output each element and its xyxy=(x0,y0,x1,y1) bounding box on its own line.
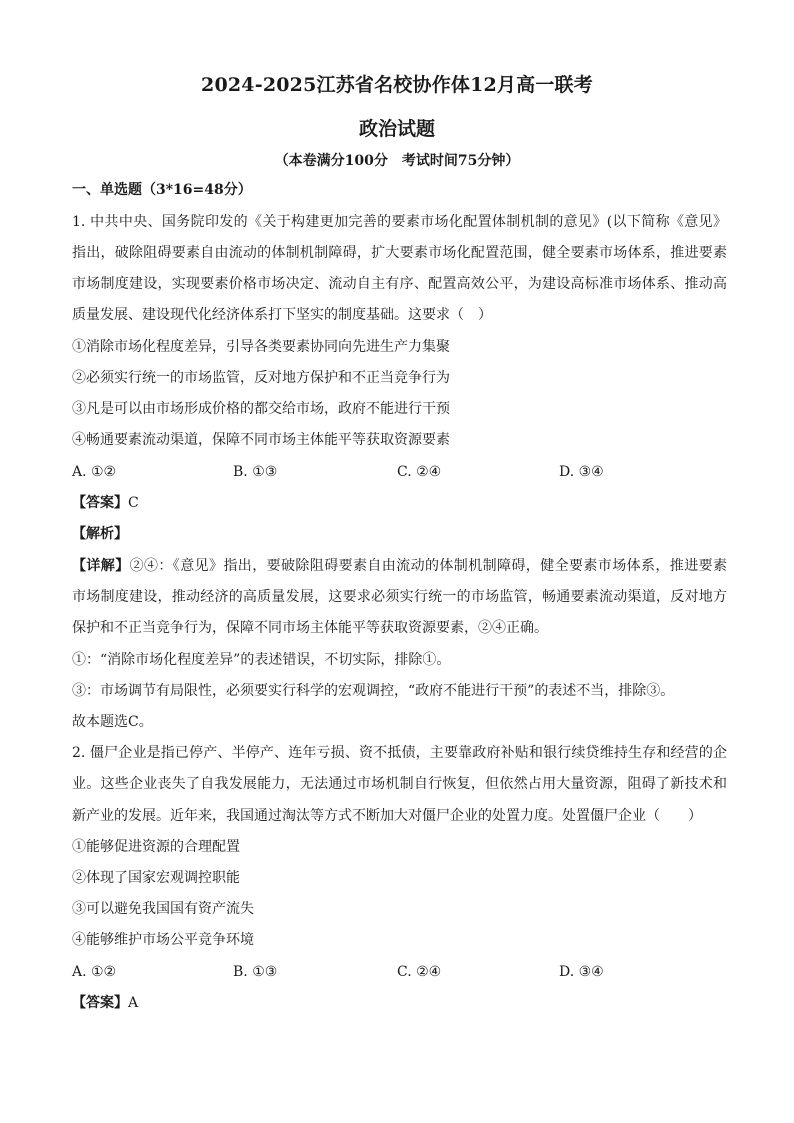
q1-stem-line: 1. 中共中央、国务院印发的《关于构建更加完善的要素市场化配置体制机制的意见》(以下简称《意见》 xyxy=(72,214,727,230)
detail-text: ②④：《意见》指出，要破除阻碍要素自由流动的体制机制障碍，健全要素市场体系，推进要素 xyxy=(129,558,728,574)
exam-info: （本卷满分100分 考试时间75分钟） xyxy=(274,153,520,169)
q2-answer xyxy=(72,993,727,1013)
q2-statement: ②体现了国家宏观调控职能 xyxy=(72,870,240,886)
section-heading: 一、单选题（3*16=48分） xyxy=(72,182,252,198)
q2-option-b: B. ①③ xyxy=(233,964,278,980)
q1-option-d: D. ③④ xyxy=(559,464,604,480)
q1-statement: ④畅通要素流动渠道，保障不同市场主体能平等获取资源要素 xyxy=(72,432,450,448)
q1-conclusion: 故本题选C。 xyxy=(72,714,153,730)
q1-stem-line: 市场制度建设，实现要素价格市场决定、流动自主有序、配置高效公平，为建设高标准市场体系、推动高 xyxy=(72,276,727,292)
q2-statement: ①能够促进资源的合理配置 xyxy=(72,839,240,855)
exam-subject: 政治试题 xyxy=(358,118,435,140)
answer-value: A xyxy=(128,995,139,1011)
analysis-label: 【解析】 xyxy=(72,526,128,542)
q1-stem-line: 指出，破除阻碍要素自由流动的体制机制障碍，扩大要素市场化配置范围，健全要素市场体系，推进要素 xyxy=(72,245,727,261)
q1-answer xyxy=(72,493,727,513)
q1-stem-line: 质量发展、建设现代化经济体系打下坚实的制度基础。这要求（ ） xyxy=(72,307,492,323)
q1-explanation-line: ③：市场调节有局限性，必须要实行科学的宏观调控，“政府不能进行干预”的表述不当，排除③。 xyxy=(72,683,675,699)
q1-statement: ③凡是可以由市场形成价格的都交给市场，政府不能进行干预 xyxy=(72,401,450,417)
q2-stem-line: 新产业的发展。近年来，我国通过淘汰等方式不断加大对僵尸企业的处置力度。处置僵尸企业（ ） xyxy=(72,808,702,824)
q1-option-c: C. ②④ xyxy=(397,464,442,480)
q1-detail-line: 保护和不正当竞争行为，保障不同市场主体能平等获取资源要素，②④正确。 xyxy=(72,620,548,636)
q2-option-c: C. ②④ xyxy=(397,964,442,980)
q1-detail-line: 市场制度建设，推动经济的高质量发展，这要求必须实行统一的市场监管，畅通要素流动渠道，反对地方 xyxy=(72,589,727,605)
answer-label: 【答案】 xyxy=(72,995,128,1011)
detail-label: 【详解】 xyxy=(72,558,130,574)
q2-statement: ③可以避免我国国有资产流失 xyxy=(72,901,254,917)
q1-option-a: A. ①② xyxy=(72,464,117,480)
q1-detail-line xyxy=(72,556,727,576)
answer-label: 【答案】 xyxy=(72,495,128,511)
q2-option-a: A. ①② xyxy=(72,964,117,980)
q2-stem-line: 业。这些企业丧失了自我发展能力，无法通过市场机制自行恢复，但依然占用大量资源，阻碍了新技术和 xyxy=(72,776,727,792)
q1-statement: ①消除市场化程度差异，引导各类要素协同向先进生产力集聚 xyxy=(72,339,450,355)
exam-title: 2024-2025江苏省名校协作体12月高一联考 xyxy=(201,74,593,96)
q1-statement: ②必须实行统一的市场监管，反对地方保护和不正当竞争行为 xyxy=(72,370,450,386)
q2-option-d: D. ③④ xyxy=(559,964,604,980)
answer-value: C xyxy=(128,495,139,511)
q2-stem-line: 2. 僵尸企业是指已停产、半停产、连年亏损、资不抵债，主要靠政府补贴和银行续贷维持生存和经营的企 xyxy=(72,745,727,761)
q1-option-b: B. ①③ xyxy=(233,464,278,480)
q1-explanation-line: ①：“消除市场化程度差异”的表述错误，不切实际，排除①。 xyxy=(72,652,451,668)
q2-statement: ④能够维护市场公平竞争环境 xyxy=(72,932,254,948)
